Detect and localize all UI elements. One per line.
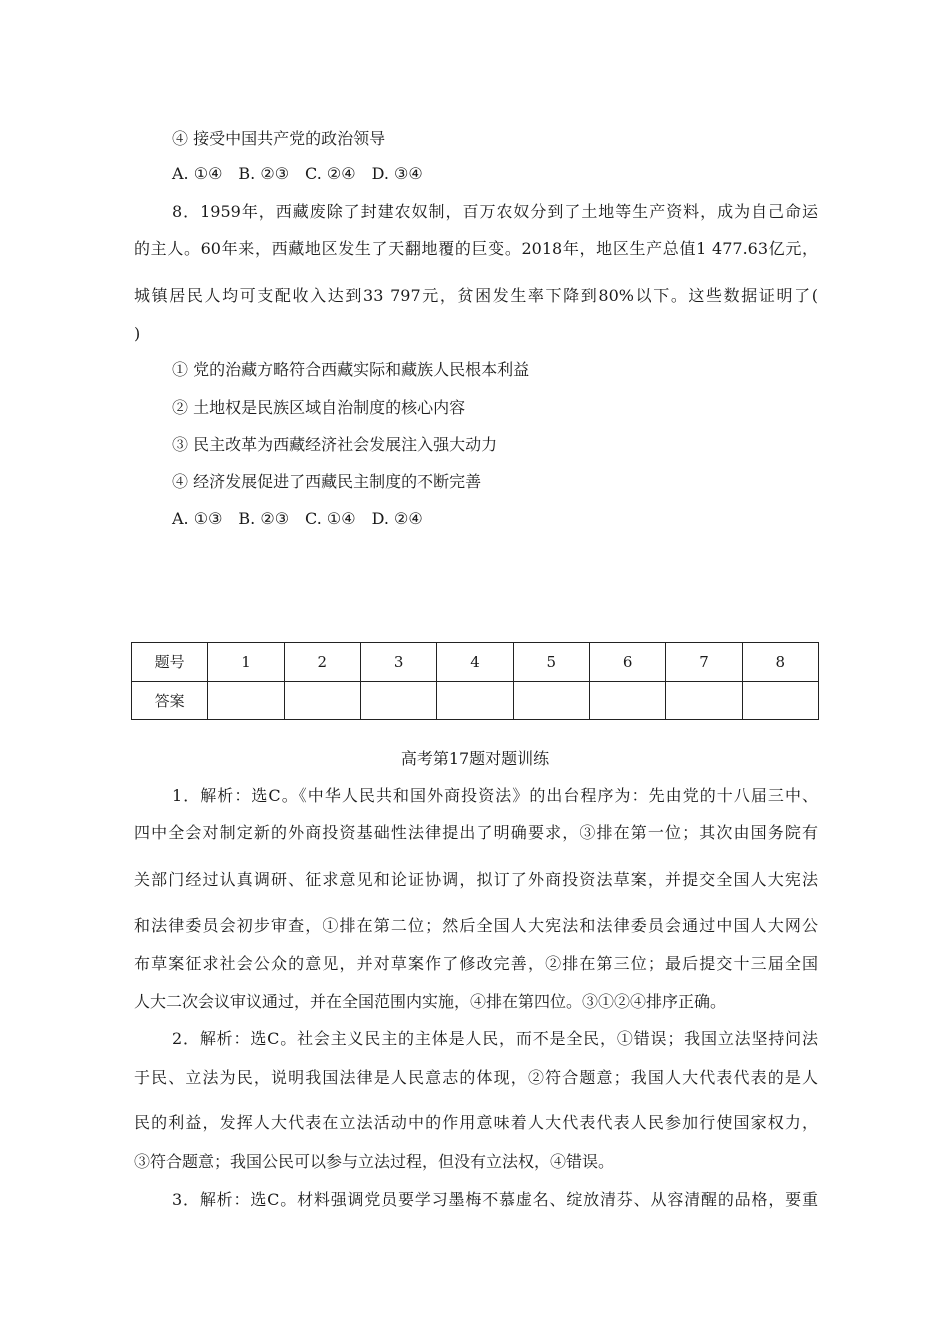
- analysis-2-line-3: 民的利益，发挥人大代表在立法活动中的作用意味着人大代表代表人民参加行使国家权力，: [134, 1113, 818, 1132]
- answer-cell[interactable]: [666, 681, 742, 720]
- answer-table-number: 7: [666, 643, 742, 682]
- section-title: 高考第17题对题训练: [400, 749, 550, 768]
- analysis-1-line-5: 布草案征求社会公众的意见，并对草案作了修改完善，②排在第三位；最后提交十三届全国: [134, 954, 818, 973]
- q8-item-2: ② 土地权是民族区域自治制度的核心内容: [172, 398, 466, 417]
- analysis-2-line-1: 2．解析：选C。社会主义民主的主体是人民，而不是全民，①错误；我国立法坚持问法: [172, 1029, 818, 1048]
- q8-item-1: ① 党的治藏方略符合西藏实际和藏族人民根本利益: [172, 360, 530, 379]
- answer-cell[interactable]: [360, 681, 436, 720]
- answer-table-number: 8: [742, 643, 818, 682]
- q8-stem-line-1: 8．1959年，西藏废除了封建农奴制，百万农奴分到了土地等生产资料，成为自己命运: [172, 202, 818, 221]
- answer-table-answer-row: [132, 681, 819, 720]
- answer-table-number: 1: [208, 643, 284, 682]
- answer-table: [131, 642, 819, 720]
- analysis-1-line-4: 和法律委员会初步审查，①排在第二位；然后全国人大宪法和法律委员会通过中国人大网公: [134, 916, 818, 935]
- answer-cell[interactable]: [589, 681, 665, 720]
- q7-choices: A. ①④ B. ②③ C. ②④ D. ③④: [172, 164, 423, 183]
- analysis-1-line-1: 1．解析：选C。《中华人民共和国外商投资法》的出台程序为：先由党的十八届三中、: [172, 786, 818, 805]
- q8-choices: A. ①③ B. ②③ C. ①④ D. ②④: [172, 509, 423, 528]
- q8-stem-line-4: ): [134, 324, 141, 343]
- answer-cell[interactable]: [284, 681, 360, 720]
- answer-cell[interactable]: [513, 681, 589, 720]
- analysis-1-line-3: 关部门经过认真调研、征求意见和论证协调，拟订了外商投资法草案，并提交全国人大宪法: [134, 870, 818, 889]
- answer-table-number: 2: [284, 643, 360, 682]
- answer-table-number: 5: [513, 643, 589, 682]
- answer-table-label-answer: 答案: [132, 681, 208, 720]
- analysis-3-line-1: 3．解析：选C。材料强调党员要学习墨梅不慕虚名、绽放清芬、从容清醒的品格，要重: [172, 1190, 818, 1209]
- analysis-1-line-2: 四中全会对制定新的外商投资基础性法律提出了明确要求，③排在第一位；其次由国务院有: [134, 823, 818, 842]
- q8-item-3: ③ 民主改革为西藏经济社会发展注入强大动力: [172, 435, 498, 454]
- q8-stem-line-2: 的主人。60年来，西藏地区发生了天翻地覆的巨变。2018年，地区生产总值1 477.63亿元，: [134, 239, 818, 258]
- analysis-2-line-4: ③符合题意；我国公民可以参与立法过程，但没有立法权，④错误。: [134, 1152, 615, 1171]
- q8-item-4: ④ 经济发展促进了西藏民主制度的不断完善: [172, 472, 482, 491]
- answer-table-number: 4: [437, 643, 513, 682]
- q8-stem-line-3: 城镇居民人均可支配收入达到33 797元，贫困发生率下降到80%以下。这些数据证明了(: [134, 286, 818, 305]
- analysis-2-line-2: 于民、立法为民，说明我国法律是人民意志的体现，②符合题意；我国人大代表代表的是人: [134, 1068, 818, 1087]
- answer-cell[interactable]: [208, 681, 284, 720]
- answer-table-number-row: [132, 643, 819, 682]
- answer-table-number: 3: [360, 643, 436, 682]
- answer-table-label-number: 题号: [132, 643, 208, 682]
- analysis-1-line-6: 人大二次会议审议通过，并在全国范围内实施，④排在第四位。③①②④排序正确。: [134, 992, 727, 1011]
- answer-cell[interactable]: [742, 681, 818, 720]
- answer-table-number: 6: [589, 643, 665, 682]
- answer-cell[interactable]: [437, 681, 513, 720]
- q7-option-4: ④ 接受中国共产党的政治领导: [172, 129, 386, 148]
